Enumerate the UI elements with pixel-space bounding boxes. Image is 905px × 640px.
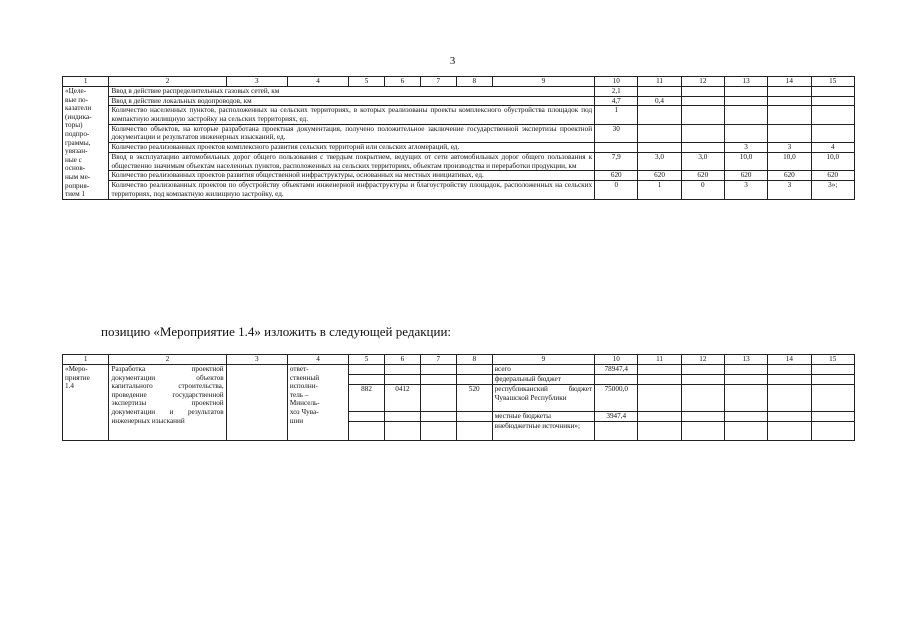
col-num-1: 1 xyxy=(63,355,109,365)
indicator-desc: Количество объектов, на которые разработана проектная документация, получено положительное заключение государственной экспертизы проектной документации и результатов инженерных изысканий, ед. xyxy=(109,124,595,142)
row-c6 xyxy=(385,375,421,385)
col-num-5: 5 xyxy=(349,77,385,87)
col-num-15: 15 xyxy=(811,355,854,365)
row-c5 xyxy=(349,375,385,385)
value-c15: 10,0 xyxy=(811,153,854,171)
table-row xyxy=(63,153,855,171)
value-c11: 1 xyxy=(638,181,681,200)
col-num-9: 9 xyxy=(492,77,594,87)
value-c15 xyxy=(811,412,854,422)
value-c13: 3 xyxy=(724,143,767,153)
section-caption: позицию «Мероприятие 1.4» изложить в следующей редакции: xyxy=(101,324,452,339)
value-c11: 620 xyxy=(638,171,681,181)
value-c14: 10,0 xyxy=(768,153,811,171)
measure-table xyxy=(62,354,855,441)
value-c14 xyxy=(768,87,811,97)
code-c5: 882 xyxy=(349,385,385,412)
value-c10 xyxy=(595,375,638,385)
row-c8 xyxy=(456,365,492,375)
value-c11 xyxy=(638,375,681,385)
value-c12: 3,0 xyxy=(681,153,724,171)
value-c12 xyxy=(681,106,724,124)
value-c15 xyxy=(811,87,854,97)
value-c10: 30 xyxy=(595,124,638,142)
col-num-11: 11 xyxy=(638,355,681,365)
value-c10: 620 xyxy=(595,171,638,181)
value-c12 xyxy=(681,96,724,106)
value-c13 xyxy=(724,375,767,385)
value-c12 xyxy=(681,87,724,97)
measure-label: «Меро- приятие 1.4 xyxy=(63,365,109,441)
source-name: местные бюджеты xyxy=(492,412,594,422)
value-c10: 7,9 xyxy=(595,153,638,171)
col-num-4: 4 xyxy=(287,355,348,365)
value-c12 xyxy=(681,375,724,385)
value-c13 xyxy=(724,124,767,142)
value-c13 xyxy=(724,96,767,106)
value-c11: 3,0 xyxy=(638,153,681,171)
col-num-9: 9 xyxy=(492,355,594,365)
value-c10: 4,7 xyxy=(595,96,638,106)
value-c14: 620 xyxy=(768,171,811,181)
row-c5 xyxy=(349,365,385,375)
table-row xyxy=(63,365,855,375)
value-c12 xyxy=(681,365,724,375)
value-c10 xyxy=(595,143,638,153)
header-row xyxy=(63,355,855,365)
value-c15 xyxy=(811,106,854,124)
col-num-2: 2 xyxy=(109,355,226,365)
col-num-12: 12 xyxy=(681,355,724,365)
indicator-desc: Ввод в действие распределительных газовых сетей, км xyxy=(109,87,595,97)
value-c12 xyxy=(681,124,724,142)
col-num-6: 6 xyxy=(385,355,421,365)
row-c6 xyxy=(385,412,421,422)
source-name: внебюджетные источники»; xyxy=(492,422,594,441)
value-c15: 4 xyxy=(811,143,854,153)
value-c14 xyxy=(768,375,811,385)
value-c11 xyxy=(638,422,681,441)
value-c14: 3 xyxy=(768,181,811,200)
value-c11 xyxy=(638,106,681,124)
col-num-5: 5 xyxy=(349,355,385,365)
col-num-8: 8 xyxy=(456,77,492,87)
row-c8 xyxy=(456,412,492,422)
col-num-6: 6 xyxy=(385,77,421,87)
code-c7 xyxy=(420,385,456,412)
row-c7 xyxy=(420,422,456,441)
row-c7 xyxy=(420,375,456,385)
table-row xyxy=(63,171,855,181)
source-name: федеральный бюджет xyxy=(492,375,594,385)
value-c13: 620 xyxy=(724,171,767,181)
value-c15 xyxy=(811,124,854,142)
value-c10: 75000,0 xyxy=(595,385,638,412)
value-c13 xyxy=(724,412,767,422)
value-c14 xyxy=(768,124,811,142)
table-row xyxy=(63,106,855,124)
value-c14 xyxy=(768,106,811,124)
value-c10 xyxy=(595,422,638,441)
value-c10: 3947,4 xyxy=(595,412,638,422)
table-row xyxy=(63,181,855,200)
col-num-1: 1 xyxy=(63,77,109,87)
table-row xyxy=(63,143,855,153)
row-c8 xyxy=(456,375,492,385)
row-c7 xyxy=(420,365,456,375)
value-c14 xyxy=(768,365,811,375)
value-c15: 620 xyxy=(811,171,854,181)
value-c14: 3 xyxy=(768,143,811,153)
value-c12 xyxy=(681,143,724,153)
indicator-desc: Количество реализованных проектов комплексного развития сельских территорий или сельских агломераций, ед. xyxy=(109,143,595,153)
source-name: республиканский бюджет Чувашской Республики xyxy=(492,385,594,412)
value-c12: 0 xyxy=(681,181,724,200)
col-num-8: 8 xyxy=(456,355,492,365)
value-c15 xyxy=(811,375,854,385)
value-c13 xyxy=(724,422,767,441)
value-c13 xyxy=(724,106,767,124)
value-c13 xyxy=(724,365,767,375)
col-num-4: 4 xyxy=(287,77,348,87)
table-row xyxy=(63,87,855,97)
value-c10: 2,1 xyxy=(595,87,638,97)
value-c10: 0 xyxy=(595,181,638,200)
value-c13: 10,0 xyxy=(724,153,767,171)
indicator-desc: Ввод в действие локальных водопроводов, км xyxy=(109,96,595,106)
value-c12 xyxy=(681,385,724,412)
value-c12 xyxy=(681,412,724,422)
row-c8 xyxy=(456,422,492,441)
col-num-11: 11 xyxy=(638,77,681,87)
table-row xyxy=(63,96,855,106)
value-c10: 1 xyxy=(595,106,638,124)
indicator-desc: Количество реализованных проектов по обустройству объектами инженерной инфраструктуры и благоустройству площадок, расположенных на сельских территориях, под компактную жилищную застройку, ед. xyxy=(109,181,595,200)
row-c6 xyxy=(385,365,421,375)
value-c11 xyxy=(638,365,681,375)
value-c11 xyxy=(638,143,681,153)
code-c8: 520 xyxy=(456,385,492,412)
row-c5 xyxy=(349,412,385,422)
value-c11 xyxy=(638,87,681,97)
col-num-13: 13 xyxy=(724,355,767,365)
code-c6: 0412 xyxy=(385,385,421,412)
col-num-3: 3 xyxy=(226,77,287,87)
value-c11 xyxy=(638,412,681,422)
value-c15 xyxy=(811,96,854,106)
indicator-desc: Количество реализованных проектов развития общественной инфраструктуры, основанных на местных инициативах, ед. xyxy=(109,171,595,181)
col-num-15: 15 xyxy=(811,77,854,87)
value-c15: 3»; xyxy=(811,181,854,200)
indicator-desc: Количество населенных пунктов, расположенных на сельских территориях, в которых реализованы проекты комплексного обустройства площадок под компактную жилищную застройку на сельских территориях, ед. xyxy=(109,106,595,124)
col-num-14: 14 xyxy=(768,355,811,365)
value-c13 xyxy=(724,87,767,97)
value-c14 xyxy=(768,385,811,412)
value-c14 xyxy=(768,422,811,441)
col-num-10: 10 xyxy=(595,355,638,365)
col-num-3: 3 xyxy=(226,355,287,365)
col-num-13: 13 xyxy=(724,77,767,87)
value-c11 xyxy=(638,124,681,142)
value-c14 xyxy=(768,96,811,106)
col-num-2: 2 xyxy=(109,77,226,87)
row-c5 xyxy=(349,422,385,441)
responsible-executor: ответ- ственный исполни- тель – Минсель- хоз Чува- шии xyxy=(287,365,348,441)
page-number: 3 xyxy=(449,55,456,67)
row-c6 xyxy=(385,422,421,441)
indicators-table xyxy=(62,76,855,200)
source-name: всего xyxy=(492,365,594,375)
value-c11 xyxy=(638,385,681,412)
col-num-12: 12 xyxy=(681,77,724,87)
row-c7 xyxy=(420,412,456,422)
indicator-desc: Ввод в эксплуатацию автомобильных дорог общего пользования с твердым покрытием, ведущих от сети автомобильных дорог общего пользования к общественно значимым объектам населенных пунктов, расположенных на сельских территориях, объектам производства и переработки продукции, км xyxy=(109,153,595,171)
measure-desc: Разработка проектной документации объектов капитального строительства, проведение государственной экспертизы проектной документации и результатов инженерных изысканий xyxy=(109,365,226,441)
value-c12: 620 xyxy=(681,171,724,181)
value-c12 xyxy=(681,422,724,441)
table-row xyxy=(63,124,855,142)
value-c14 xyxy=(768,412,811,422)
measure-c3 xyxy=(226,365,287,441)
header-row xyxy=(63,77,855,87)
value-c15 xyxy=(811,365,854,375)
value-c11: 0,4 xyxy=(638,96,681,106)
value-c13 xyxy=(724,385,767,412)
col-num-7: 7 xyxy=(420,77,456,87)
value-c13: 3 xyxy=(724,181,767,200)
col-num-10: 10 xyxy=(595,77,638,87)
goal-label: «Целе- вые по- казатели (индика- торы) подпро- граммы, увязан- ные с основ- ным ме- роприя- тием 1 xyxy=(63,87,109,200)
value-c10: 78947,4 xyxy=(595,365,638,375)
col-num-7: 7 xyxy=(420,355,456,365)
value-c15 xyxy=(811,422,854,441)
value-c15 xyxy=(811,385,854,412)
col-num-14: 14 xyxy=(768,77,811,87)
